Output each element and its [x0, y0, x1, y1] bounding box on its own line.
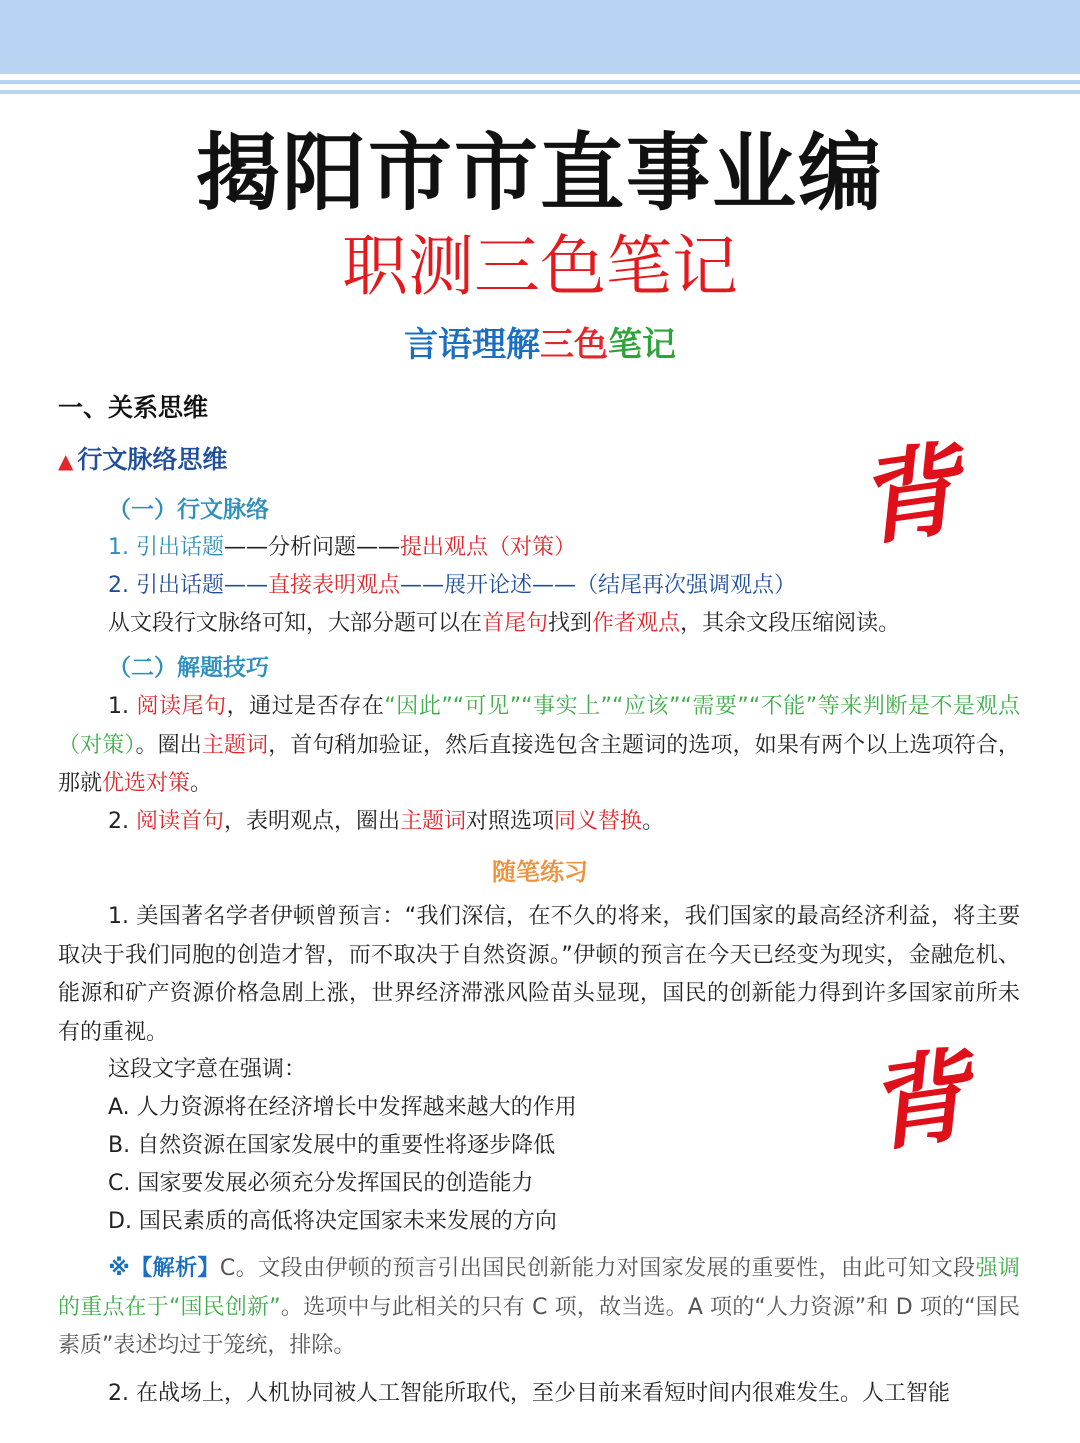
structure-line-1: [108, 530, 576, 566]
analysis-paragraph: [58, 1250, 1020, 1366]
technique-2-number: 2.: [108, 809, 136, 834]
stamp-memorize-2: 背: [860, 1035, 976, 1167]
page-subtitle: 职测三色笔记: [342, 228, 738, 305]
subtitle-part-blue: 言语理解: [404, 325, 540, 365]
technique-1-text-c: ，首句稍加验证，然后直接选包含主题词的选项，如果有两个以上选项符合，那就: [58, 732, 1020, 796]
analysis-mark: ※【解析】: [108, 1256, 220, 1281]
section-heading: 一、关系思维: [58, 393, 209, 422]
triangle-icon: ▲: [58, 449, 74, 473]
analysis-text-b: 。选项中与此相关的只有 C 项，故当选。A 项的“人力资源”和 D 项的“国民素质”表述均过于笼统，排除。: [58, 1294, 1020, 1358]
subsection-heading: [58, 440, 227, 481]
question-2-text: 2. 在战场上，人机协同被人工智能所取代，至少目前来看短时间内很难发生。人工智能: [108, 1381, 950, 1406]
block-heading-structure: （一）行文脉络: [108, 497, 269, 523]
technique-2-text-b: 对照选项: [466, 809, 555, 834]
structure-line-1-c: 提出观点（对策）: [400, 535, 577, 560]
stamp-memorize-1: 背: [850, 429, 966, 561]
subtitle-part-green: 笔记: [608, 325, 676, 365]
technique-1-topic-word: 主题词: [201, 732, 269, 758]
technique-2-text-a: ，表明观点，圈出: [224, 809, 401, 834]
block-heading-technique: （二）解题技巧: [108, 655, 269, 681]
subsection-heading-label: 行文脉络思维: [77, 445, 228, 474]
question-1-text: [58, 898, 1020, 1052]
technique-1-key: 阅读尾句: [136, 694, 227, 719]
technique-1-prefer: 优选对策: [102, 771, 191, 796]
analysis-text-a: C。文段由伊顿的预言引出国民创新能力对国家发展的重要性，由此可知文段: [219, 1256, 976, 1281]
option-b: B. 自然资源在国家发展中的重要性将逐步降低: [108, 1133, 556, 1158]
structure-line-1-a: 1. 引出话题: [108, 535, 224, 560]
option-d: D. 国民素质的高低将决定国家未来发展的方向: [108, 1209, 557, 1234]
technique-1-number: 1.: [108, 694, 137, 719]
top-banner: [0, 0, 1080, 74]
technique-1-signals: “因此”“可见”“事实上”“应该”“需要”“不能”等来判断是不是观点（对策）: [58, 694, 1020, 758]
technique-2-key: 阅读首句: [135, 809, 224, 834]
structure-line-3-a: 从文段行文脉络可知，大部分题可以在: [108, 611, 483, 636]
option-c: C. 国家要发展必须充分发挥国民的创造能力: [108, 1171, 534, 1196]
top-divider-1: [0, 80, 1080, 84]
structure-line-3: [108, 606, 900, 642]
structure-line-3-d: 作者观点: [592, 611, 681, 636]
structure-line-2: [108, 568, 796, 604]
practice-heading: 随笔练习: [492, 858, 588, 886]
technique-1-text-b: 。圈出: [135, 732, 202, 758]
option-a: A. 人力资源将在经济增长中发挥越来越大的作用: [108, 1095, 577, 1120]
structure-line-3-b: 首尾句: [482, 611, 549, 636]
structure-line-2-a: 2. 引出话题——: [108, 573, 268, 598]
structure-line-3-c: 找到: [548, 611, 593, 636]
structure-line-3-e: ，其余文段压缩阅读。: [680, 611, 901, 636]
technique-paragraph-1: [58, 688, 1020, 804]
technique-1-end: 。: [190, 771, 213, 796]
structure-line-2-b: 直接表明观点: [267, 573, 400, 598]
section-subtitle: [0, 320, 1080, 370]
technique-1-text-a: ，通过是否存在: [226, 694, 385, 719]
page-title: 揭阳市市直事业编: [195, 123, 884, 222]
technique-2-synonym: 同义替换: [554, 809, 643, 834]
question-1-prompt: 这段文字意在强调：: [108, 1057, 307, 1082]
technique-paragraph-2: [108, 804, 664, 840]
technique-2-end: 。: [642, 809, 665, 834]
top-divider-2: [0, 90, 1080, 94]
structure-line-1-b: ——分析问题——: [223, 535, 400, 560]
technique-2-topic-word: 主题词: [400, 809, 467, 834]
question-1-body: 1. 美国著名学者伊顿曾预言：“我们深信，在不久的将来，我们国家的最高经济利益，将主要取决于我们同胞的创造才智，而不取决于自然资源。”伊顿的预言在今天已经变为现实，金融危机、能源和矿产资源价格急剧上涨，世界经济滞涨风险苗头显现，国民的创新能力得到许多国家前所未有的重视。: [58, 904, 1020, 1045]
subtitle-part-red: 三色: [540, 325, 608, 365]
analysis-emphasis: 强调的重点在于“国民创新”: [58, 1256, 1020, 1320]
structure-line-2-c: ——展开论述——（结尾再次强调观点）: [400, 573, 797, 598]
